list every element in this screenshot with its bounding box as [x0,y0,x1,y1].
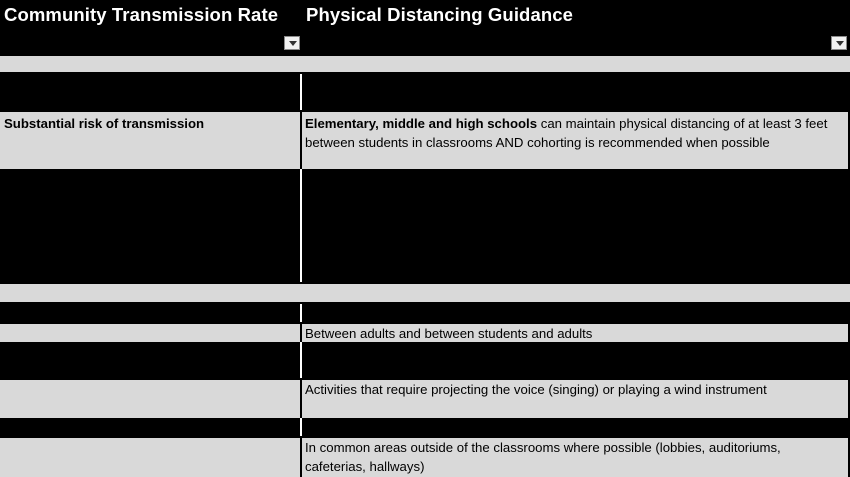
column-divider [300,304,302,322]
row-guidance-cell [302,112,848,169]
row-label-cell [0,112,300,169]
row-label-cell [0,324,300,342]
table-row-adults [0,324,850,342]
table-header [0,0,850,54]
filter-dropdown-col2-icon[interactable] [831,36,847,50]
row-guidance-cell [302,380,848,418]
column-divider [300,418,302,436]
row-label-cell [0,380,300,418]
row-guidance-cell [302,438,848,477]
blank-band-row [0,284,850,302]
guidance-text-common-areas: In common areas outside of the classrooms where possible (lobbies, auditoriums, cafeterias, hallways) [305,440,781,474]
table-row-voice [0,380,850,418]
header-community-transmission-rate: Community Transmission Rate [4,4,279,25]
table-row-common-areas [0,438,850,477]
filter-dropdown-col1-icon[interactable] [284,36,300,50]
guidance-text-schools [302,112,848,152]
column-divider [300,74,302,110]
guidance-text-voice: Activities that require projecting the voice (singing) or playing a wind instrument [305,382,767,397]
guidance-bold-schools: Elementary, middle and high schools [305,116,538,131]
row-guidance-cell [302,324,848,342]
table-row-substantial [0,112,850,169]
header-physical-distancing-guidance: Physical Distancing Guidance [306,4,574,25]
row-label-substantial-risk: Substantial risk of transmission [4,116,205,131]
column-divider [300,342,302,378]
blank-band-row [0,56,850,72]
row-label-cell [0,438,300,477]
guidance-rest-schools: can maintain physical distancing of at least 3 feet between students in classrooms AND cohorting is recommended when possible [305,116,828,150]
guidance-text-adults: Between adults and between students and adults [305,326,593,341]
column-divider [300,169,302,282]
